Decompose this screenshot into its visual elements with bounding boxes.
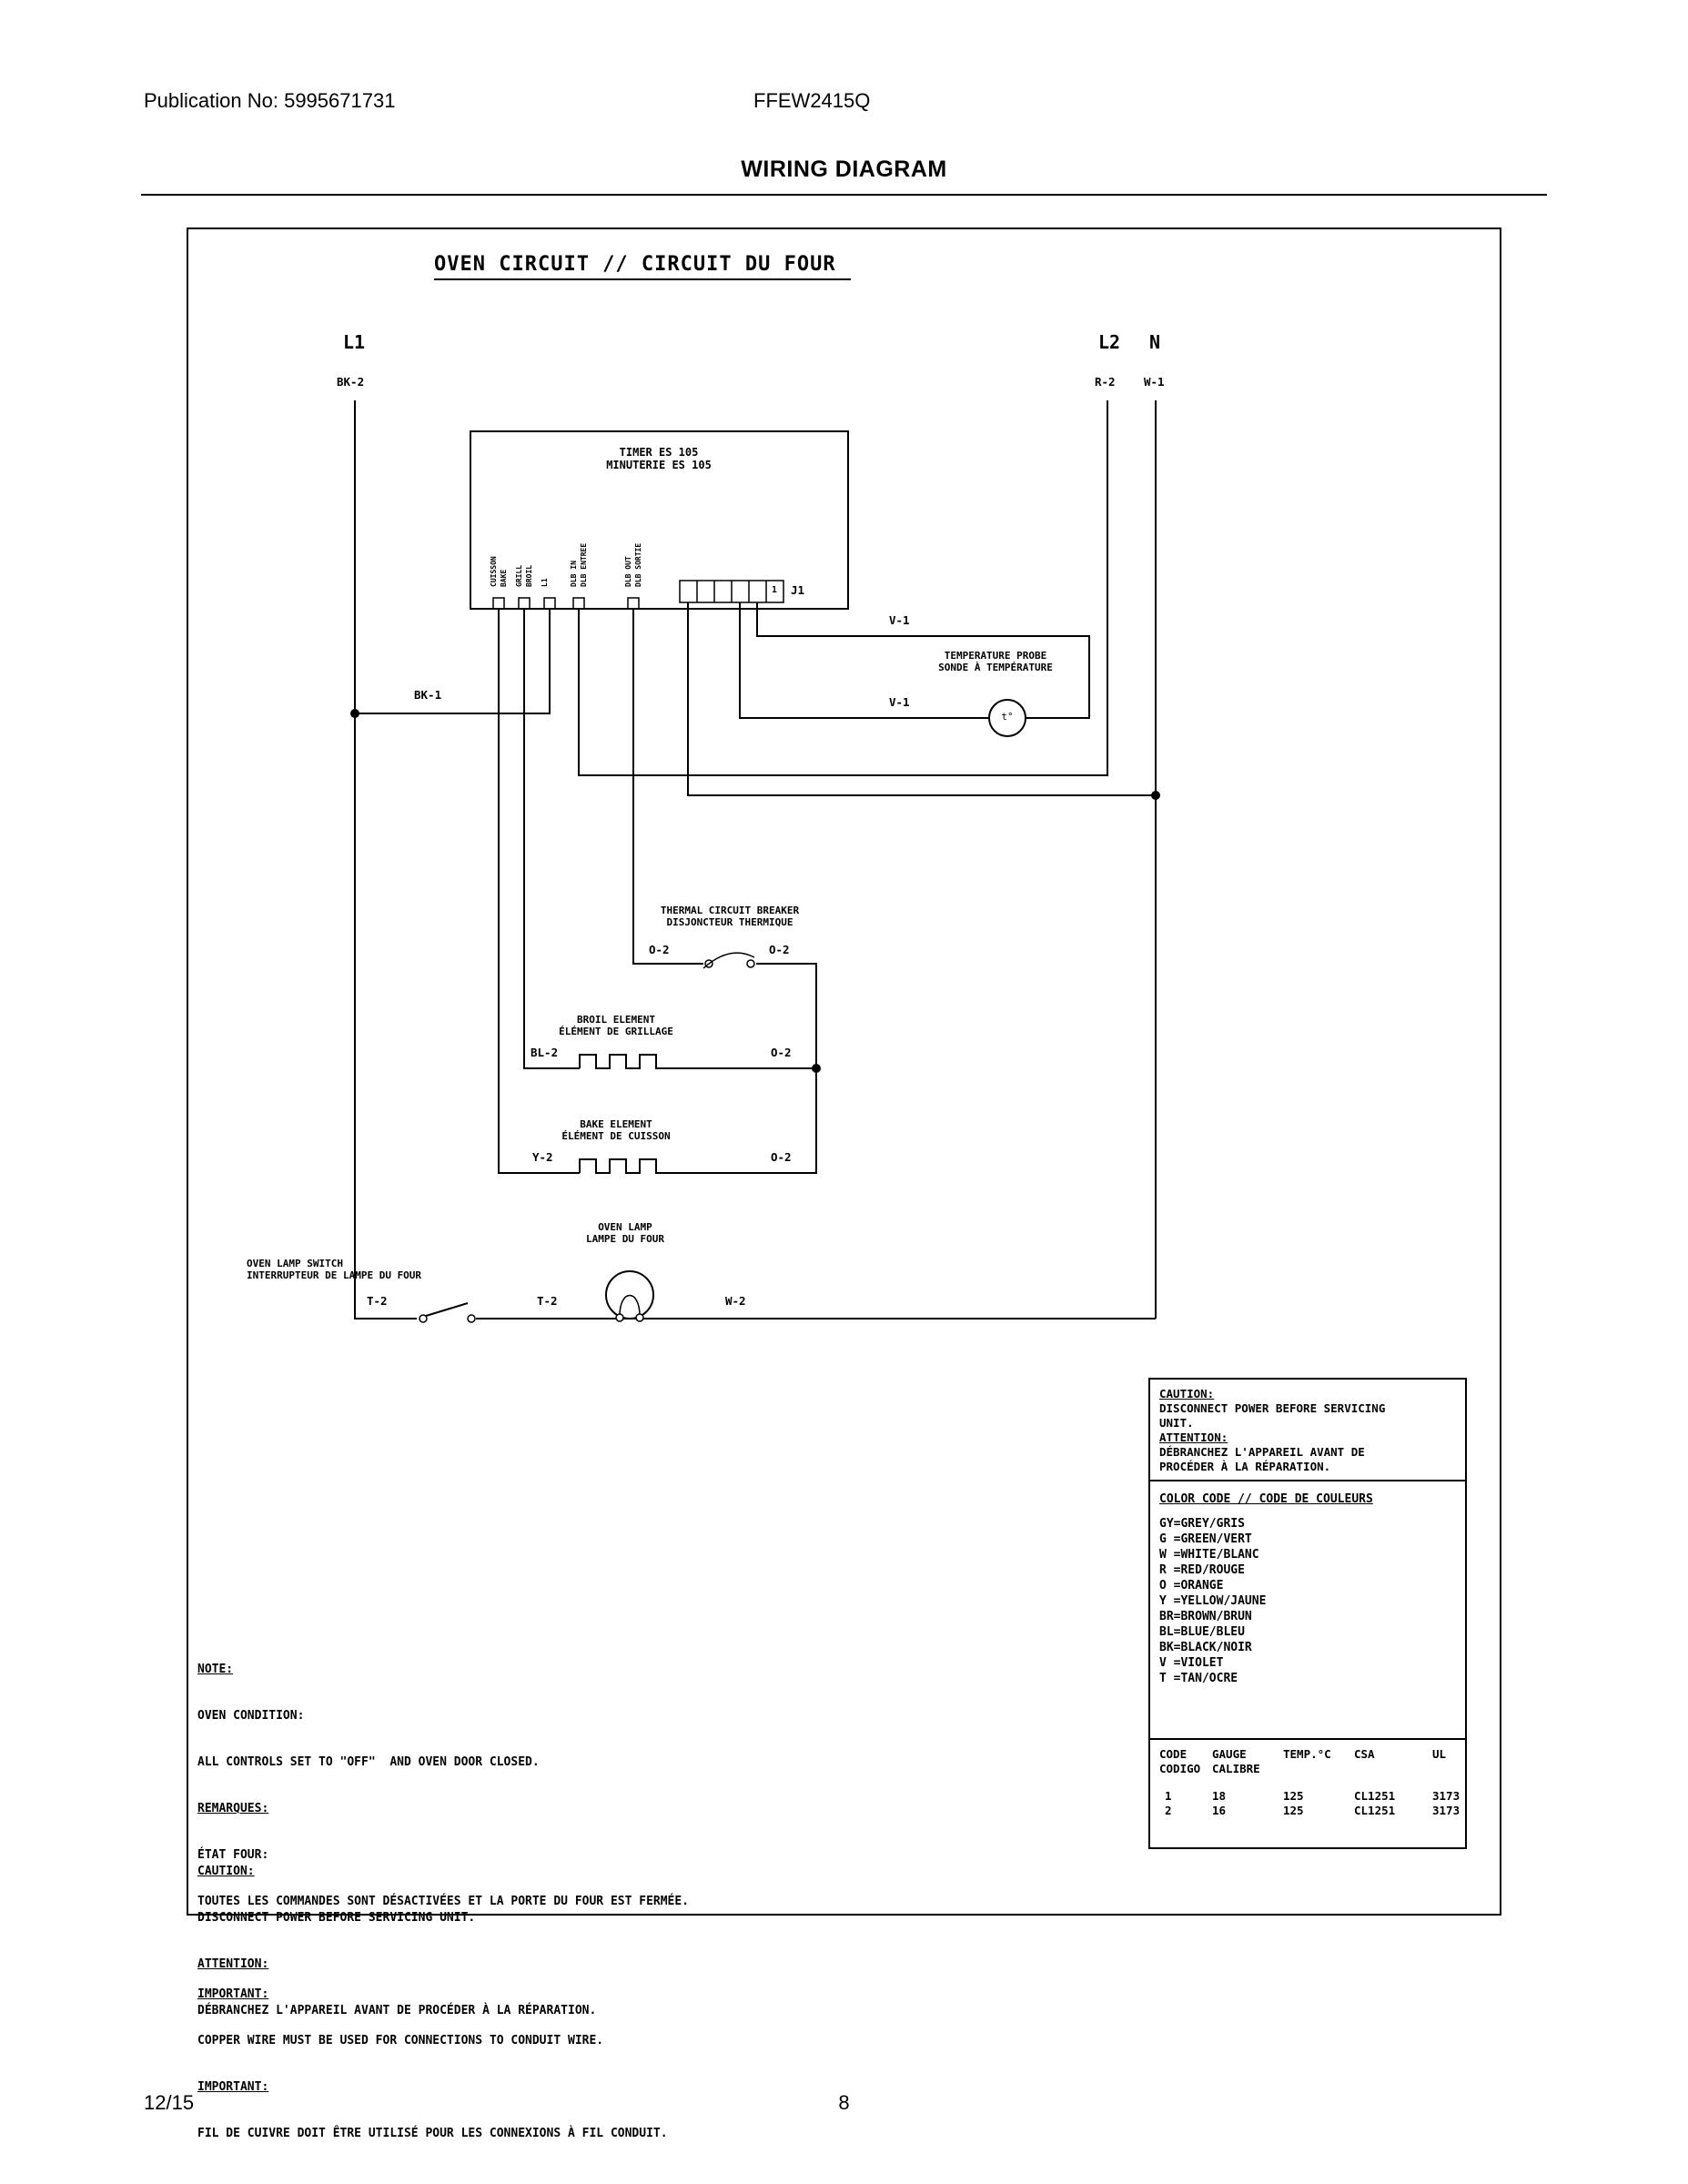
wire-table-header: CODE GAUGE TEMP.°C CSA UL CODIGO CALIBRE [1159,1747,1447,1775]
label-t2-right: T-2 [537,1294,558,1308]
wire-table-row-2: 2 16 125 CL1251 3173 [1165,1804,1461,1817]
label-j1: J1 [791,583,805,597]
label-o2-broil: O-2 [771,1046,792,1059]
probe-symbol-label: t° [1001,711,1014,723]
probe-label: TEMPERATURE PROBE SONDE À TEMPÉRATURE [938,650,1053,673]
j1-pin-1: 1 [772,585,777,595]
oven-lamp-label: OVEN LAMP LAMPE DU FOUR [585,1221,665,1245]
label-bl2: BL-2 [531,1046,559,1059]
wire-bake-left [499,609,580,1173]
label-n: N [1149,331,1161,353]
footer-page-number: 8 [838,2091,850,2114]
bake-label: BAKE ELEMENT ÉLÉMENT DE CUISSON [561,1118,671,1142]
bake-element-symbol [580,1159,671,1173]
caution-box: CAUTION: DISCONNECT POWER BEFORE SERVICING UNIT. ATTENTION: DÉBRANCHEZ L'APPAREIL AVANT DE PROCÉDER À LA RÉPARATION. [1148,1378,1467,1481]
label-r2: R-2 [1095,375,1116,389]
label-t2-left: T-2 [367,1294,388,1308]
color-code-box: COLOR CODE // CODE DE COULEURS GY=GREY/GRIS G =GREEN/VERT W =WHITE/BLANC R =RED/ROUGE O =ORANGE Y =YELLOW/JAUNE BR=BROWN/BRUN BL=BLUE/BLEU BK=BLACK/NOIR V =VIOLET T =TAN/OCRE [1148,1480,1467,1740]
color-code-title: COLOR CODE // CODE DE COULEURS [1159,1492,1373,1506]
wire-gauge-table [1148,1738,1467,1849]
label-o2-breaker-right: O-2 [769,943,790,956]
terminal-label-dlb-in: DLB IN DLB ENTREE [570,542,588,587]
wire-l1-bk2 [355,400,417,1319]
header-divider [141,194,1547,196]
timer-name-line1: TIMER ES 105 [619,446,699,459]
terminal-label-broil: GRILL BROIL [515,564,533,587]
breaker-label: THERMAL CIRCUIT BREAKER DISJONCTEUR THERMIQUE [660,905,800,928]
label-o2-breaker-left: O-2 [649,943,670,956]
label-v1-upper: V-1 [889,613,910,627]
lamp-switch-label: OVEN LAMP SWITCH INTERRUPTEUR DE LAMPE DU FOUR [247,1258,422,1281]
note-block: NOTE: OVEN CONDITION: ALL CONTROLS SET TO "OFF" AND OVEN DOOR CLOSED. REMARQUES: ÉTAT FOUR: TOUTES LES COMMANDES SONT DÉSACTIVÉES ET LA PORTE DU FOUR EST FERMÉE. IMPORTANT: COPPER WIRE MUST BE USED FOR CONNECTIONS TO CONDUIT WIRE. IMPORTANT: FIL DE CUIVRE DOIT ÊTRE UTILISÉ POUR LES CONNEXIONS À FIL CONDUIT. [197,1663,690,2140]
label-w1: W-1 [1144,375,1165,389]
label-l1: L1 [343,331,366,353]
timer-terminals [493,598,639,609]
timer-name-line2: MINUTERIE ES 105 [606,459,712,471]
junction-dots [350,709,1160,1073]
wire-j1-neutral [688,602,1156,795]
publication-number: Publication No: 5995671731 [144,89,396,112]
terminal-label-l1: L1 [541,578,549,587]
broil-label: BROIL ELEMENT ÉLÉMENT DE GRILLAGE [559,1014,673,1037]
label-bk2: BK-2 [337,375,365,389]
label-o2-bake: O-2 [771,1150,792,1164]
page-title: WIRING DIAGRAM [741,157,947,182]
wire-bk1 [355,609,550,713]
terminal-label-dlb-out: DLB OUT DLB SORTIE [624,542,642,587]
lamp-switch-symbol [419,1303,475,1322]
diagram-title: OVEN CIRCUIT // CIRCUIT DU FOUR [434,253,851,280]
wire-table-row-1: 1 18 125 CL1251 3173 [1165,1789,1461,1803]
label-y2: Y-2 [532,1150,553,1164]
oven-lamp-symbol [606,1271,653,1321]
footer-date: 12/15 [144,2091,195,2114]
model-number: FFEW2415Q [753,89,871,112]
wire-broil-left [524,609,580,1068]
label-w2: W-2 [725,1294,746,1308]
bottom-caution-block: CAUTION: DISCONNECT POWER BEFORE SERVICING UNIT. ATTENTION: DÉBRANCHEZ L'APPAREIL AVANT DE PROCÉDER À LA RÉPARATION. [197,1865,597,2017]
timer-name [545,446,773,471]
diagram-box [187,228,1501,2140]
label-l2: L2 [1098,331,1121,353]
thermal-breaker-symbol [703,953,754,968]
broil-element-symbol [580,1055,671,1068]
label-bk1: BK-1 [414,688,442,702]
label-v1-lower: V-1 [889,695,910,709]
terminal-label-bake: CUISSON BAKE [490,556,508,587]
